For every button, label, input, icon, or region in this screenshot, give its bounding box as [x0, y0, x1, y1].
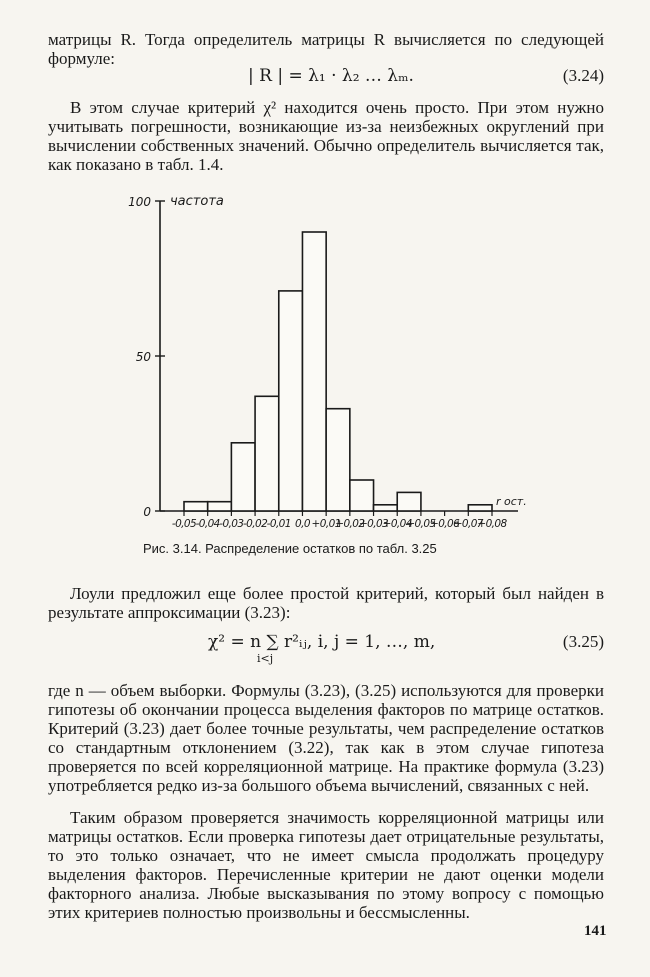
histogram-bar — [255, 396, 279, 511]
paragraph-final: Таким образом проверяется значимость корреляционной матрицы или матрицы остатков. Если проверка гипотезы дает отрицательные результаты, то это только означает, что не имеет смысла продолжать процедуру выделения факторов. Перечисленные критерии не дают оценки модели факторного анализа. Любые высказывания по этому вопросу с помощью этих критериев полностью произвольны и бессмысленны. — [48, 808, 604, 922]
x-axis-label: r ост. — [496, 495, 527, 508]
paragraph-top: матрицы R. Тогда определитель матрицы R вычисляется по следующей формуле: — [48, 30, 604, 68]
y-tick-label: 50 — [135, 350, 151, 364]
histogram-bar — [208, 502, 232, 511]
x-tick-label: -0,04 — [195, 518, 220, 530]
histogram-bar — [397, 492, 421, 511]
x-tick-label: +0,05 — [406, 518, 436, 530]
x-tick-label: -0,02 — [242, 518, 268, 530]
page-number: 141 — [584, 923, 607, 939]
histogram-bar — [279, 291, 303, 511]
paragraph-where: где n — объем выборки. Формулы (3.23), (3.25) используются для проверки гипотезы об окончании процесса выделения факторов по матрице остатков. Критерий (3.23) дает более точные результаты, чем распределение остатков со стандартным отклонением (3.22), так как в этом случае гипотеза проверяется по всей корреляционной матрице. На практике формула (3.23) употребляется редко из-за большого объема вычислений, связанных с ней. — [48, 681, 604, 795]
y-tick-label: 0 — [143, 505, 151, 519]
y-tick-label: 100 — [128, 195, 151, 209]
histogram-bar — [350, 480, 374, 511]
histogram-chart — [0, 180, 650, 540]
histogram-bar — [231, 443, 255, 511]
formula-3-24: | R | = λ₁ · λ₂ … λₘ. — [248, 66, 414, 86]
x-tick-label: +0,04 — [382, 518, 412, 530]
x-tick-label: +0,07 — [453, 518, 483, 530]
histogram-bar — [468, 505, 492, 511]
histogram-bar — [326, 409, 350, 511]
x-tick-label: 0,0 — [295, 518, 310, 530]
equation-number-3-24: (3.24) — [562, 66, 604, 85]
histogram-bar — [374, 505, 398, 511]
figure-caption: Рис. 3.14. Распределение остатков по табл. 3.25 — [143, 541, 437, 556]
x-tick-label: +0,01 — [311, 518, 341, 530]
x-tick-label: -0,03 — [219, 518, 244, 530]
x-tick-label: +0,02 — [335, 518, 365, 530]
y-axis-label: частота — [170, 194, 224, 209]
formula-3-25: χ² = n ∑ r²ᵢⱼ, i, j = 1, …, m, — [208, 632, 436, 652]
histogram-bar — [184, 502, 208, 511]
formula-3-25-subscript: i<j — [257, 652, 274, 665]
chart-bars — [184, 232, 492, 511]
histogram-bar — [302, 232, 326, 511]
x-tick-label: +0,06 — [430, 518, 460, 530]
x-tick-label: +0,08 — [477, 518, 507, 530]
x-tick-label: +0,03 — [358, 518, 389, 530]
x-tick-label: -0,01 — [266, 518, 291, 530]
equation-number-3-25: (3.25) — [562, 632, 604, 651]
paragraph-chi-square: В этом случае критерий χ² находится очень просто. При этом нужно учитывать погрешности, возникающие из-за неизбежных округлений при вычислении собственных значений. Обычно определитель вычисляется так, как показано в табл. 1.4. — [48, 98, 604, 174]
x-tick-label: -0,05 — [171, 518, 197, 530]
paragraph-lawley: Лоули предложил еще более простой критерий, который был найден в результате аппроксимации (3.23): — [48, 584, 604, 622]
